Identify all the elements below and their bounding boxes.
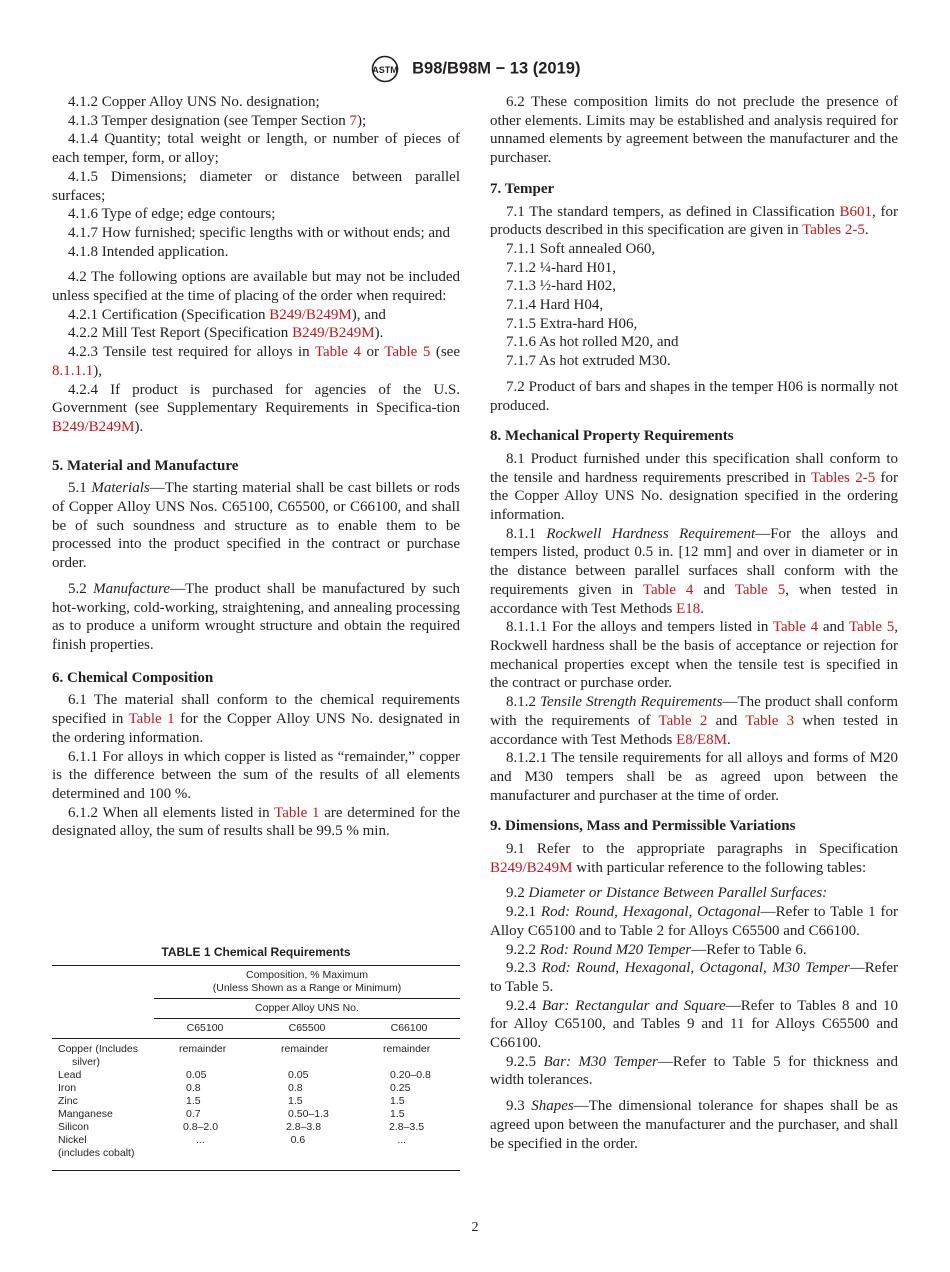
paragraph-8-1-2-1: 8.1.2.1 The tensile requirements for all alloys and forms of M20 and M30 tempers shall be as agreed upon between the manufacturer and purchaser at the time of order. xyxy=(490,750,898,804)
link-table-5[interactable]: Table 5 xyxy=(734,581,786,598)
paragraph-8-1: 8.1 Product furnished under this specification shall conform to the tensile and hardness requirements prescribed in Tables 2-5 for the Copper Alloy UNS No. designation specified in the ordering information. xyxy=(490,450,899,524)
paragraph-6-1: 6.1 The material shall conform to the chemical requirements specified in Table 1 for the Copper Alloy UNS No. designated in the ordering information. xyxy=(52,692,460,746)
link-b249[interactable]: B249/B249M xyxy=(52,418,135,435)
section-heading-6: 6. Chemical Composition xyxy=(52,669,214,686)
link-b601[interactable]: B601 xyxy=(839,203,872,220)
table-row: Iron 0.8 0.8 0.25 xyxy=(58,1082,411,1094)
paragraph-7-1: 7.1 The standard tempers, as defined in Classification B601, for products described in this specification are given in Tables 2-5. xyxy=(490,203,898,239)
paragraph-7-1-1: 7.1.1 Soft annealed O60, xyxy=(506,240,656,257)
paragraph-8-1-1-1: 8.1.1.1 For the alloys and tempers listed in Table 4 and Table 5, Rockwell hardness shall be the basis of acceptance or rejection for mechanical properties except when the tensile test is specified in the contract or purchase order. xyxy=(490,619,898,692)
left-column xyxy=(52,93,460,841)
paragraph-4-2-1: 4.2.1 Certification (Specification B249/B249M), and xyxy=(68,306,386,323)
paragraph-9-2-1: 9.2.1 Rod: Round, Hexagonal, Octagonal—Refer to Table 1 for Alloy C65100 and to Table 2 for Alloys C65500 and C66100. xyxy=(490,904,899,939)
link-table-1[interactable]: Table 1 xyxy=(274,804,320,821)
link-e18[interactable]: E18 xyxy=(676,600,701,617)
paragraph-4-1-4: 4.1.4 Quantity; total weight or length, or number of pieces of each temper, form, or alloy; xyxy=(52,131,460,167)
section-heading-8: 8. Mechanical Property Requirements xyxy=(490,428,734,445)
link-section-7[interactable]: 7 xyxy=(349,112,357,129)
table-row: Lead 0.05 0.05 0.20–0.8 xyxy=(58,1069,431,1081)
paragraph-6-1-2: 6.1.2 When all elements listed in Table 1 are determined for the designated alloy, the sum of results shall be 99.5 % min. xyxy=(52,804,460,840)
link-e8[interactable]: E8/E8M xyxy=(676,731,727,748)
astm-logo-icon xyxy=(370,55,400,83)
link-table-4[interactable]: Table 4 xyxy=(314,344,361,361)
paragraph-9-2-2: 9.2.2 Rod: Round M20 Temper—Refer to Table 6. xyxy=(506,941,807,958)
link-table-4[interactable]: Table 4 xyxy=(642,581,694,598)
paragraph-4-1-5: 4.1.5 Dimensions; diameter or distance between parallel surfaces; xyxy=(52,168,460,204)
paragraph-7-1-4: 7.1.4 Hard H04, xyxy=(506,297,604,314)
link-tables-2-5[interactable]: Tables 2-5 xyxy=(802,222,865,239)
paragraph-7-1-2: 7.1.2 ¼-hard H01, xyxy=(506,259,616,276)
paragraph-6-1-1: 6.1.1 For alloys in which copper is listed as “remainder,” copper is the difference between the sum of the results of all elements determined and 100 %. xyxy=(52,748,460,802)
paragraph-4-1-8: 4.1.8 Intended application. xyxy=(68,243,229,260)
paragraph-4-1-3: 4.1.3 Temper designation (see Temper Section 7); xyxy=(68,112,367,129)
paragraph-7-1-5: 7.1.5 Extra-hard H06, xyxy=(506,315,638,332)
table-row: Copper (Includes silver) remainder remainder remainder xyxy=(58,1043,431,1068)
section-heading-7: 7. Temper xyxy=(490,180,555,197)
paragraph-4-1-7: 4.1.7 How furnished; specific lengths with or without ends; and xyxy=(68,224,451,241)
link-8-1-1-1[interactable]: 8.1.1.1 xyxy=(52,362,94,379)
paragraph-9-2: 9.2 Diameter or Distance Between Parallel Surfaces: xyxy=(506,885,828,902)
paragraph-9-2-5: 9.2.5 Bar: M30 Temper—Refer to Table 5 for thickness and width tolerances. xyxy=(490,1053,898,1089)
standard-designation: B98/B98M − 13 (2019) xyxy=(412,59,581,78)
link-tables-2-5[interactable]: Tables 2-5 xyxy=(810,469,876,486)
paragraph-8-1-2: 8.1.2 Tensile Strength Requirements—The product shall conform with the requirements of Table 2 and Table 3 when tested in accordance with Test Methods E8/E8M. xyxy=(490,694,899,748)
paragraph-5-2: 5.2 Manufacture—The product shall be manufactured by such hot-working, cold-working, straightening, and annealing processing as to produce a uniform wrought structure and obtain the required finish properties. xyxy=(52,580,460,653)
link-b249[interactable]: B249/B249M xyxy=(292,325,375,342)
table-row: Manganese 0.7 0.50–1.3 1.5 xyxy=(58,1108,405,1120)
table-1-chemical-requirements xyxy=(52,946,460,1171)
paragraph-7-1-3: 7.1.3 ½-hard H02, xyxy=(506,278,616,295)
link-b249[interactable]: B249/B249M xyxy=(490,859,573,876)
link-table-5[interactable]: Table 5 xyxy=(384,344,431,361)
paragraph-8-1-1: 8.1.1 Rockwell Hardness Requirement—For the alloys and tempers listed, product 0.5 in. [12 mm] and over in diameter or in the distance between parallel surfaces shall conform with the requirements given in Table 4 and Table 5, when tested in accordance with Test Methods E18. xyxy=(490,525,899,617)
section-heading-9: 9. Dimensions, Mass and Permissible Variations xyxy=(490,818,796,835)
table-row: Zinc 1.5 1.5 1.5 xyxy=(58,1095,405,1107)
link-table-2[interactable]: Table 2 xyxy=(658,712,708,729)
right-column xyxy=(490,93,898,1153)
paragraph-9-1: 9.1 Refer to the appropriate paragraphs in Specification B249/B249M with particular reference to the following tables: xyxy=(490,841,898,876)
link-table-5[interactable]: Table 5 xyxy=(848,619,895,636)
table-row: Nickel (includes cobalt) ... 0.6 ... xyxy=(58,1134,407,1159)
table-row: Silicon 0.8–2.0 2.8–3.8 2.8–3.5 xyxy=(58,1121,425,1133)
paragraph-4-2-3: 4.2.3 Tensile test required for alloys in Table 4 or Table 5 (see 8.1.1.1), xyxy=(52,344,460,379)
link-b249[interactable]: B249/B249M xyxy=(269,306,352,323)
paragraph-4-1-2: 4.1.2 Copper Alloy UNS No. designation; xyxy=(68,94,320,110)
paragraph-4-2: 4.2 The following options are available but may not be included unless specified at the time of placing of the order when required: xyxy=(52,269,460,305)
paragraph-9-2-4: 9.2.4 Bar: Rectangular and Square—Refer to Tables 8 and 10 for Alloy C65100, and Tables 9 and 11 for Alloys C65500 and C66100. xyxy=(490,997,898,1052)
page-header xyxy=(0,55,950,83)
link-table-3[interactable]: Table 3 xyxy=(745,712,795,729)
paragraph-5-1: 5.1 Materials—The starting material shall be cast billets or rods of Copper Alloy UNS Nos. C65100, C65500, or C66100, and shall be of such soundness and structure as to enable them to be processed into the product specified in the contract or purchase order. xyxy=(52,480,461,572)
paragraph-4-1-6: 4.1.6 Type of edge; edge contours; xyxy=(68,206,276,223)
link-table-1[interactable]: Table 1 xyxy=(128,711,175,728)
paragraph-4-2-4: 4.2.4 If product is purchased for agencies of the U.S. Government (see Supplementary Requirements in Specifica-tion B249/B249M). xyxy=(52,381,460,435)
paragraph-6-2: 6.2 These composition limits do not preclude the presence of other elements. Limits may be established and analysis required for unnamed elements by agreement between the manufacturer and the purchaser. xyxy=(490,94,898,167)
table-header-alloy: Copper Alloy UNS No. xyxy=(255,1002,359,1014)
paragraph-9-2-3: 9.2.3 Rod: Round, Hexagonal, Octagonal, M30 Temper—Refer to Table 5. xyxy=(490,960,898,995)
paragraph-7-1-6: 7.1.6 As hot rolled M20, and xyxy=(506,334,679,351)
link-table-4[interactable]: Table 4 xyxy=(772,619,819,636)
paragraph-7-1-7: 7.1.7 As hot extruded M30. xyxy=(506,353,671,370)
paragraph-4-2-2: 4.2.2 Mill Test Report (Specification B249/B249M). xyxy=(68,325,384,342)
paragraph-7-2: 7.2 Product of bars and shapes in the temper H06 is normally not produced. xyxy=(490,378,898,414)
page-number: 2 xyxy=(471,1220,479,1235)
table-title: TABLE 1 Chemical Requirements xyxy=(161,945,351,959)
table-header-columns: C65100 C65500 C66100 xyxy=(186,1022,428,1034)
svg-text:ASTM: ASTM xyxy=(371,65,398,75)
table-header-composition: Composition, % Maximum (Unless Shown as a Range or Minimum) xyxy=(212,969,402,994)
paragraph-9-3: 9.3 Shapes—The dimensional tolerance for shapes shall be as agreed upon between the manufacturer and the purchaser, and shall be specified in the order. xyxy=(490,1098,898,1152)
section-heading-5: 5. Material and Manufacture xyxy=(52,457,239,474)
